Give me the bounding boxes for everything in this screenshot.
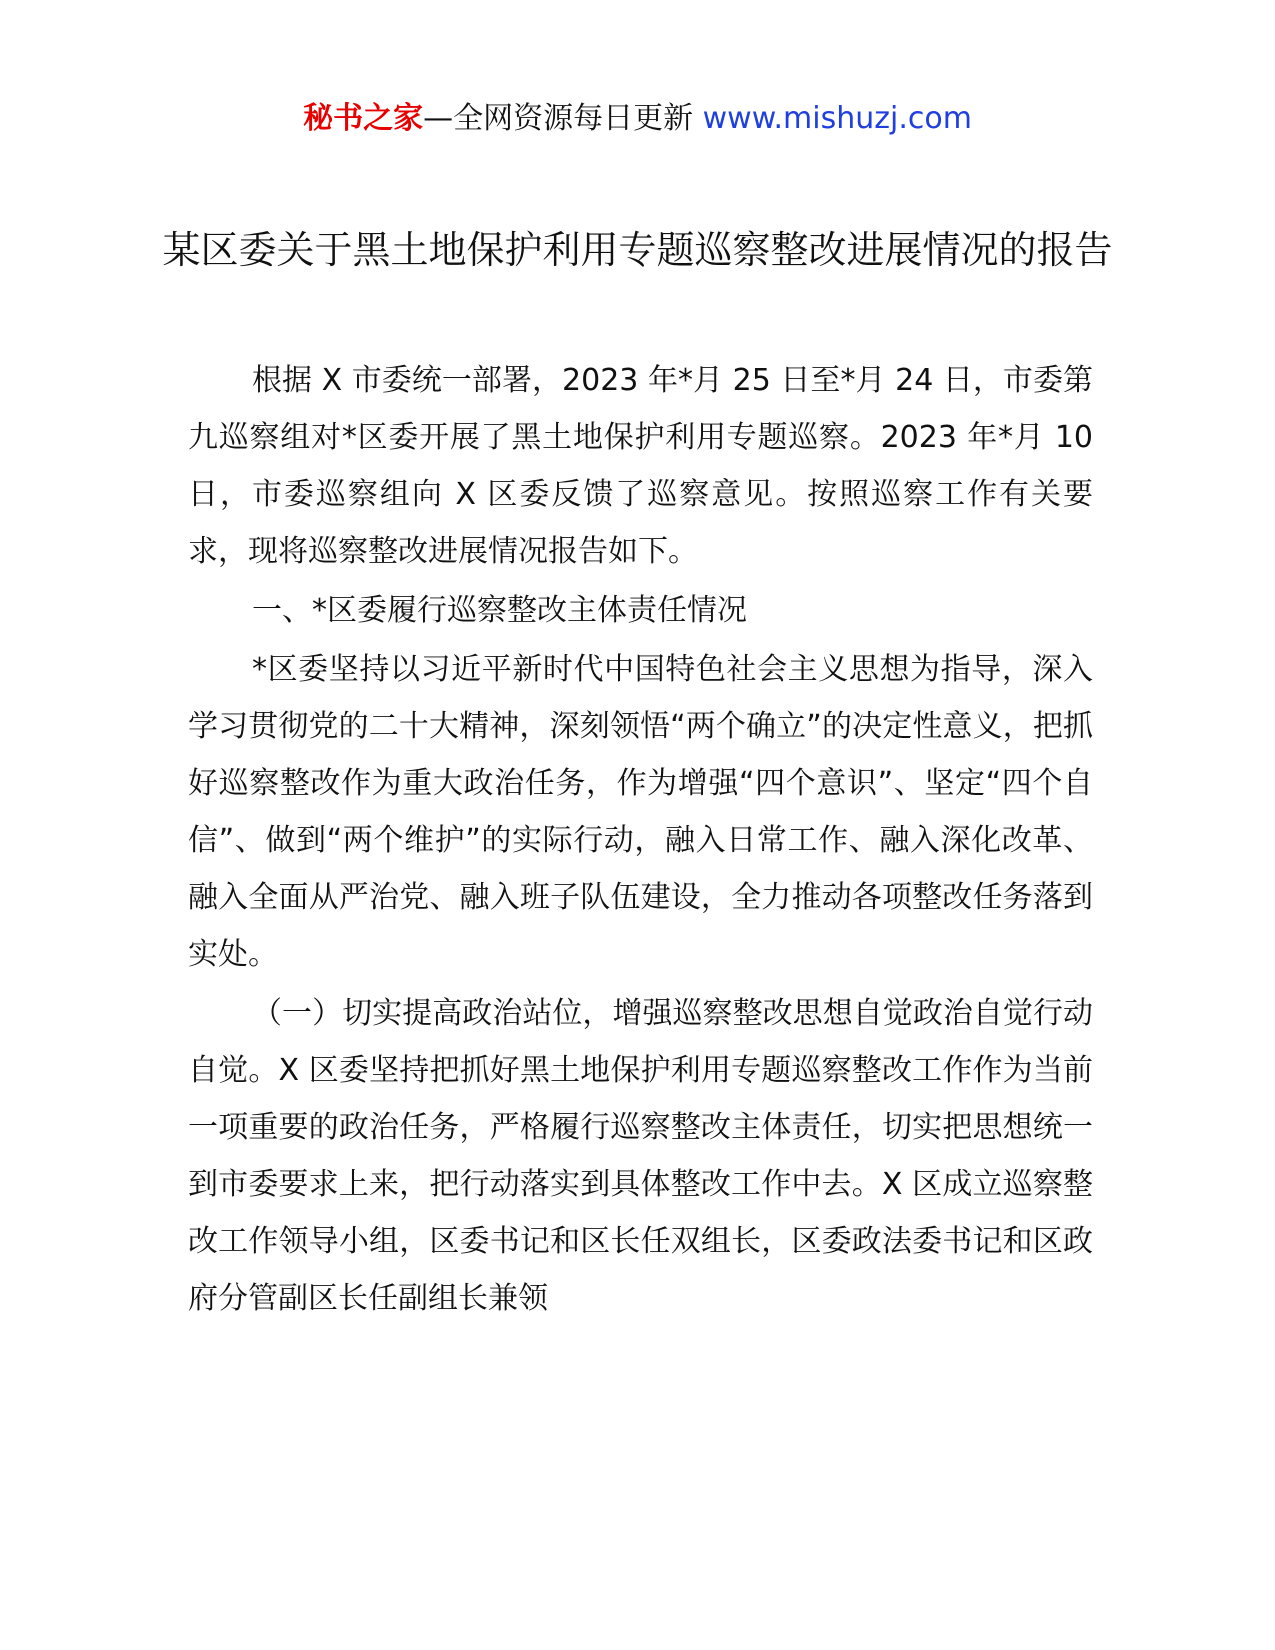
- site-tagline: —全网资源每日更新: [423, 101, 703, 136]
- site-url-link[interactable]: www.mishuzj.com: [702, 101, 972, 136]
- paragraph-intro: 根据 X 市委统一部署，2023 年*月 25 日至*月 24 日，市委第九巡察组对*区委开展了黑土地保护利用专题巡察。2023 年*月 10 日，市委巡察组向 X 区委反馈了巡察意见。按照巡察工作有关要求，现将巡察整改进展情况报告如下。: [188, 363, 1093, 569]
- paragraph-section-1: *区委坚持以习近平新时代中国特色社会主义思想为指导，深入学习贯彻党的二十大精神，深刻领悟“两个确立”的决定性意义，把抓好巡察整改作为重大政治任务，作为增强“四个意识”、坚定“四个自信”、做到“两个维护”的实际行动，融入日常工作、融入深化改革、融入全面从严治党、融入班子队伍建设，全力推动各项整改任务落到实处。: [188, 652, 1093, 972]
- document-title: 某区委关于黑土地保护利用专题巡察整改进展情况的报告: [162, 228, 1113, 272]
- paragraph-subsection-1: （一）切实提高政治站位，增强巡察整改思想自觉政治自觉行动自觉。X 区委坚持把抓好黑土地保护利用专题巡察整改工作作为当前一项重要的政治任务，严格履行巡察整改主体责任，切实把思想统一到市委要求上来，把行动落实到具体整改工作中去。X 区成立巡察整改工作领导小组，区委书记和区长任双组长，区委政法委书记和区政府分管副区长任副组长兼领: [188, 996, 1093, 1316]
- site-header: [0, 98, 1275, 140]
- site-brand: 秘书之家: [303, 101, 424, 136]
- section-heading-1: 一、*区委履行巡察整改主体责任情况: [252, 593, 747, 628]
- document-body: [188, 352, 1093, 1329]
